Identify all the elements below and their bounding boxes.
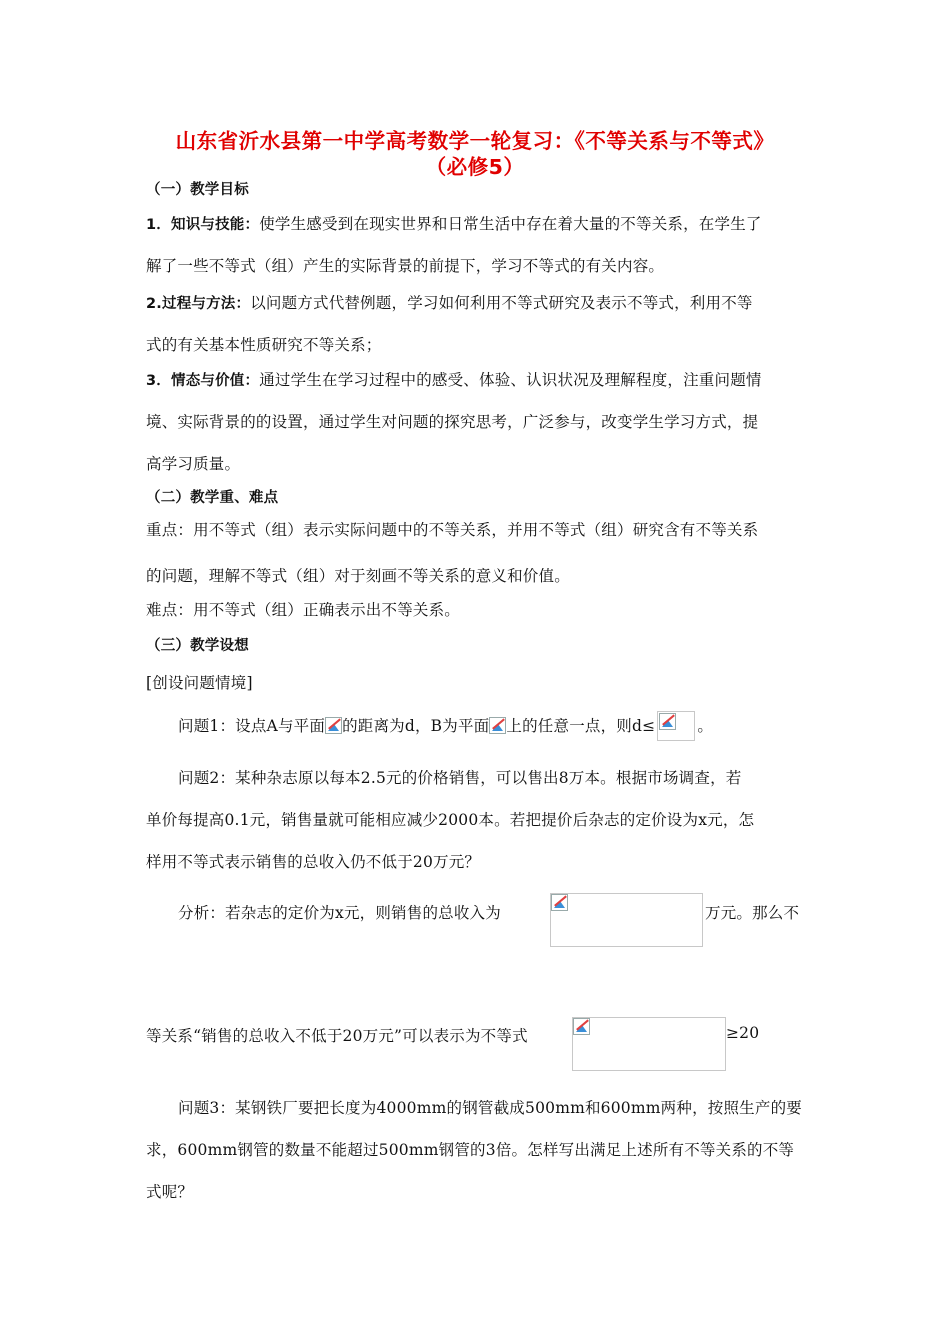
problem-text: 的距离为d，B为平面: [342, 717, 490, 735]
problem-3-cont: 求，600mm钢管的数量不能超过500mm钢管的3倍。怎样写出满足上述所有不等关系的不等: [146, 1141, 795, 1159]
formula-image-frame: [572, 1017, 726, 1071]
objective-values-cont: 境、实际背景的的设置，通过学生对问题的探究思考，广泛参与，改变学生学习方式，提: [146, 413, 759, 431]
objective-label: 2.过程与方法：: [146, 296, 251, 312]
objective-text: 使学生感受到在现实世界和日常生活中存在着大量的不等关系，在学生了: [259, 215, 762, 233]
objective-process: [146, 291, 753, 313]
formula-image-frame: [550, 893, 703, 947]
subheading-problem-context: [创设问题情境]: [146, 674, 253, 692]
document-title: 山东省沂水县第一中学高考数学一轮复习：《不等关系与不等式》: [175, 129, 775, 153]
analysis-text-tail: 万元。那么不: [705, 904, 800, 922]
problem-3: 问题3：某钢铁厂要把长度为4000mm的钢管截成500mm和600mm两种，按照生产的要: [178, 1099, 802, 1117]
objective-values-cont2: 高学习质量。: [146, 455, 241, 473]
section-heading-objectives: （一）教学目标: [146, 182, 249, 198]
objective-process-cont: 式的有关基本性质研究不等关系；: [146, 336, 382, 354]
problem-1: [178, 711, 713, 741]
problem-2-cont2: 样用不等式表示销售的总收入仍不低于20万元？: [146, 853, 481, 871]
objective-values: [146, 368, 762, 390]
objective-label: 3．情态与价值：: [146, 373, 260, 389]
objective-knowledge-cont: 解了一些不等式（组）产生的实际背景的前提下，学习不等式的有关内容。: [146, 257, 665, 275]
formula-image-frame: [657, 711, 695, 741]
formula-image-icon: [489, 717, 506, 734]
analysis-inequality-bound: ≥20: [726, 1024, 760, 1042]
section-heading-design: （三）教学设想: [146, 638, 249, 654]
problem-text: 问题1：设点A与平面: [178, 717, 326, 735]
problem-2: 问题2：某种杂志原以每本2.5元的价格销售，可以售出8万本。根据市场调查，若: [178, 769, 742, 787]
section-heading-key-points: （二）教学重、难点: [146, 490, 279, 506]
analysis-text: 分析：若杂志的定价为x元，则销售的总收入为: [178, 904, 501, 922]
objective-text: 通过学生在学习过程中的感受、体验、认识状况及理解程度，注重问题情: [259, 371, 762, 389]
objective-knowledge: [146, 212, 762, 234]
formula-image-icon: [325, 717, 342, 734]
difficult-point-text: 难点：用不等式（组）正确表示出不等关系。: [146, 601, 461, 619]
objective-label: 1．知识与技能：: [146, 217, 260, 233]
problem-text: 上的任意一点，则d≤: [506, 717, 656, 735]
problem-3-cont2: 式呢？: [146, 1183, 194, 1201]
objective-text: 以问题方式代替例题，学习如何利用不等式研究及表示不等式，利用不等: [250, 294, 753, 312]
problem-2-cont: 单价每提高0.1元，销售量就可能相应减少2000本。若把提价后杂志的定价设为x元，怎: [146, 811, 755, 829]
key-point-text: 重点：用不等式（组）表示实际问题中的不等关系，并用不等式（组）研究含有不等关系: [146, 521, 759, 539]
formula-image-icon: [659, 713, 676, 730]
document-subtitle: （必修5）: [425, 155, 525, 179]
analysis-text-cont: 等关系“销售的总收入不低于20万元”可以表示为不等式: [146, 1027, 528, 1045]
formula-image-icon: [573, 1018, 590, 1035]
key-point-text-cont: 的问题，理解不等式（组）对于刻画不等关系的意义和价值。: [146, 567, 570, 585]
problem-text: 。: [697, 717, 714, 735]
formula-image-icon: [551, 894, 568, 911]
